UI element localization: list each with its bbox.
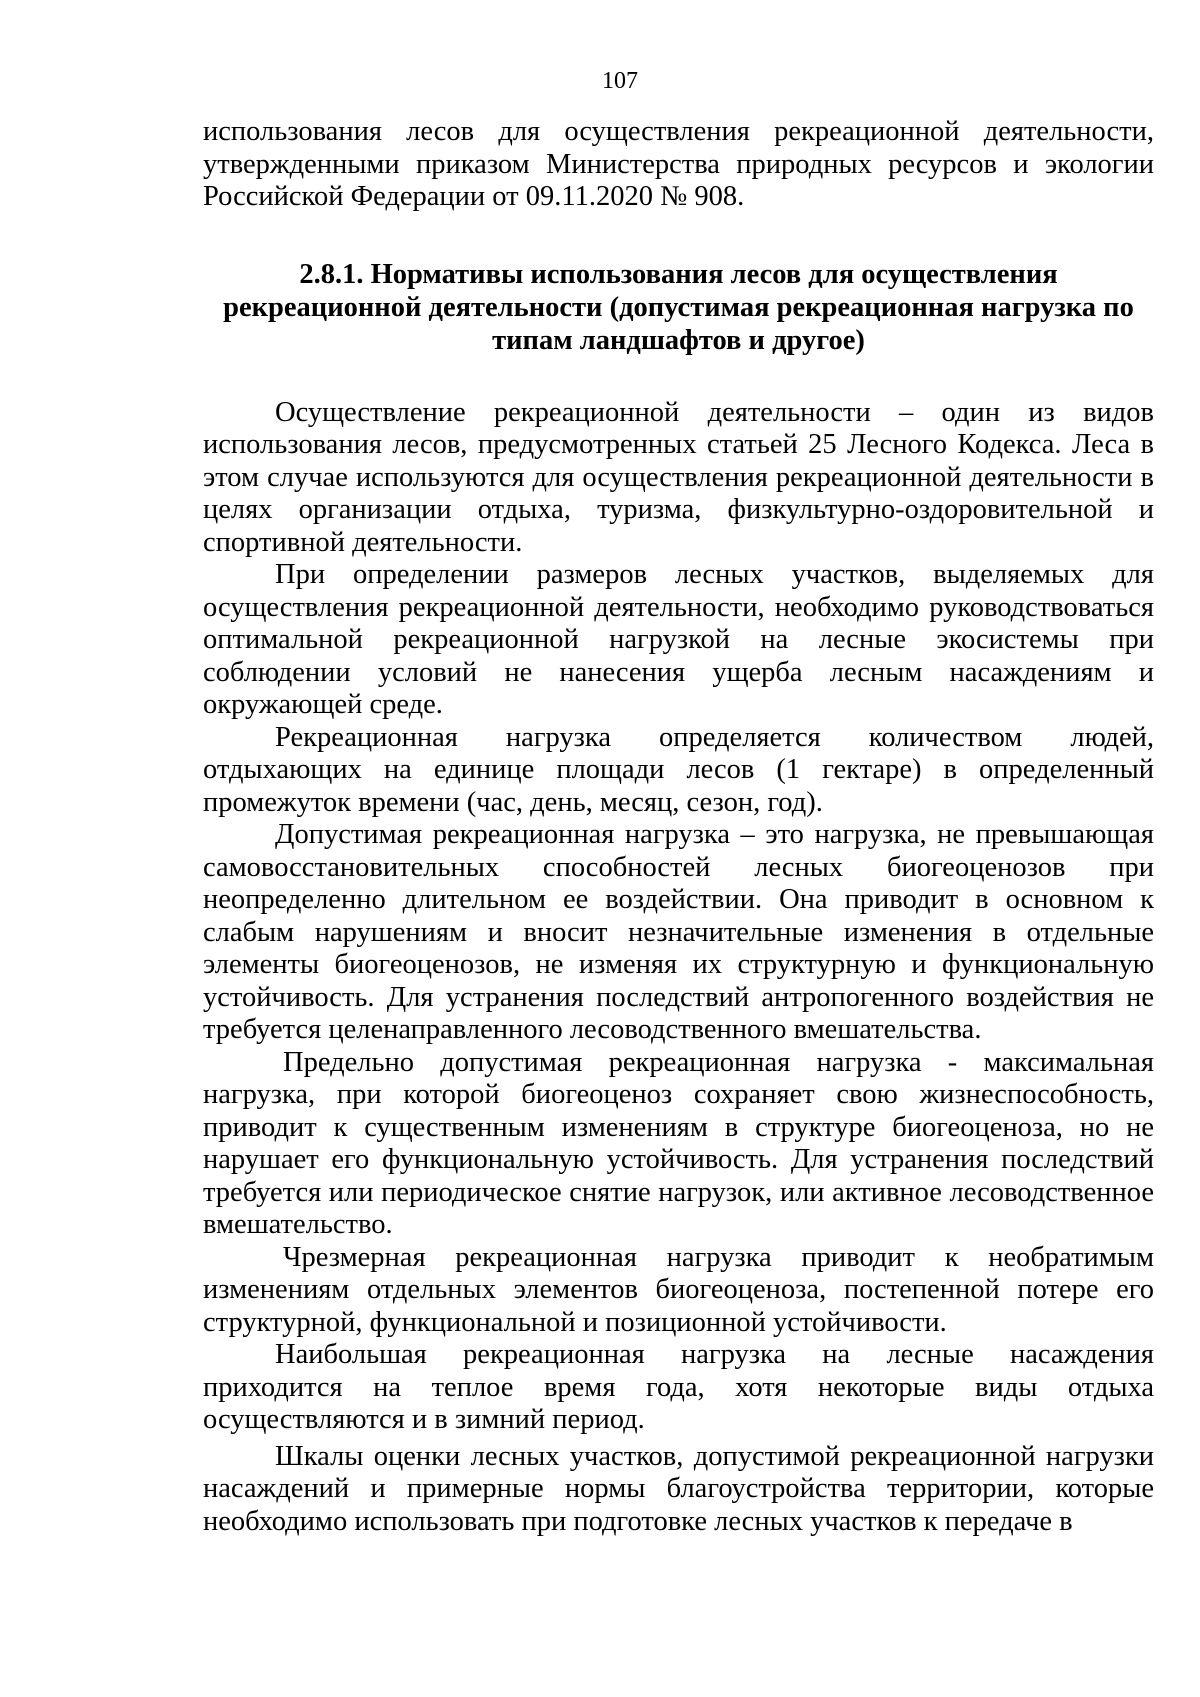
page-content [203, 116, 1154, 1538]
paragraph-assessment-scales: Шкалы оценки лесных участков, допустимой рекреационной нагрузки насаждений и примерные нормы благоустройства территории, которые необходимо использовать при подготовке лесных участков к передаче в [203, 1440, 1154, 1537]
paragraph-excessive-load: Чрезмерная рекреационная нагрузка приводит к необратимым изменениям отдельных элементов биогеоценоза, постепенной потере его структурной, функциональной и позиционной устойчивости. [203, 1241, 1154, 1338]
paragraph-recreational-load: Рекреационная нагрузка определяется количеством людей, отдыхающих на единице площади лесов (1 гектаре) в определенный промежуток времени (час, день, месяц, сезон, год). [203, 721, 1154, 818]
paragraph-plot-size: При определении размеров лесных участков, выделяемых для осуществления рекреационной деятельности, необходимо руководствоваться оптимальной рекреационной нагрузкой на лесные экосистемы при соблюдении условий не нанесения ущерба лесным насаждениям и окружающей среде. [203, 559, 1154, 720]
paragraph-max-permissible-load: Предельно допустимая рекреационная нагрузка - максимальная нагрузка, при которой биогеоценоз сохраняет свою жизнеспособность, приводит к существенным изменениям в структуре биогеоценоза, но не нарушает его функциональную устойчивость. Для устранения последствий требуется или периодическое снятие нагрузок, или активное лесоводственное вмешательство. [203, 1046, 1154, 1240]
page-number: 107 [602, 68, 638, 94]
section-heading: 2.8.1. Нормативы использования лесов для осуществления рекреационной деятельности (допустимая рекреационная нагрузка по типам ландшафтов и другое) [223, 258, 1134, 356]
paragraph-recreational-activity: Осуществление рекреационной деятельности – один из видов использования лесов, предусмотренных статьей 25 Лесного Кодекса. Леса в этом случае используются для осуществления рекреационной деятельности в целях организации отдыха, туризма, физкультурно-оздоровительной и спортивной деятельности. [203, 396, 1154, 558]
paragraph-permissible-load: Допустимая рекреационная нагрузка – это нагрузка, не превышающая самовосстановительных способностей лесных биогеоценозов при неопределенно длительном ее воздействии. Она приводит в основном к слабым нарушениям и вносит незначительные изменения в отдельные элементы биогеоценозов, не изменяя их структурную и функциональную устойчивость. Для устранения последствий антропогенного воздействия не требуется целенаправленного лесоводственного вмешательства. [203, 819, 1154, 1045]
paragraph-seasonal-load: Наибольшая рекреационная нагрузка на лесные насаждения приходится на теплое время года, хотя некоторые виды отдыха осуществляются и в зимний период. [203, 1339, 1154, 1435]
intro-paragraph: использования лесов для осуществления рекреационной деятельности, утвержденными приказом Министерства природных ресурсов и экологии Российской Федерации от 09.11.2020 № 908. [203, 116, 1154, 212]
